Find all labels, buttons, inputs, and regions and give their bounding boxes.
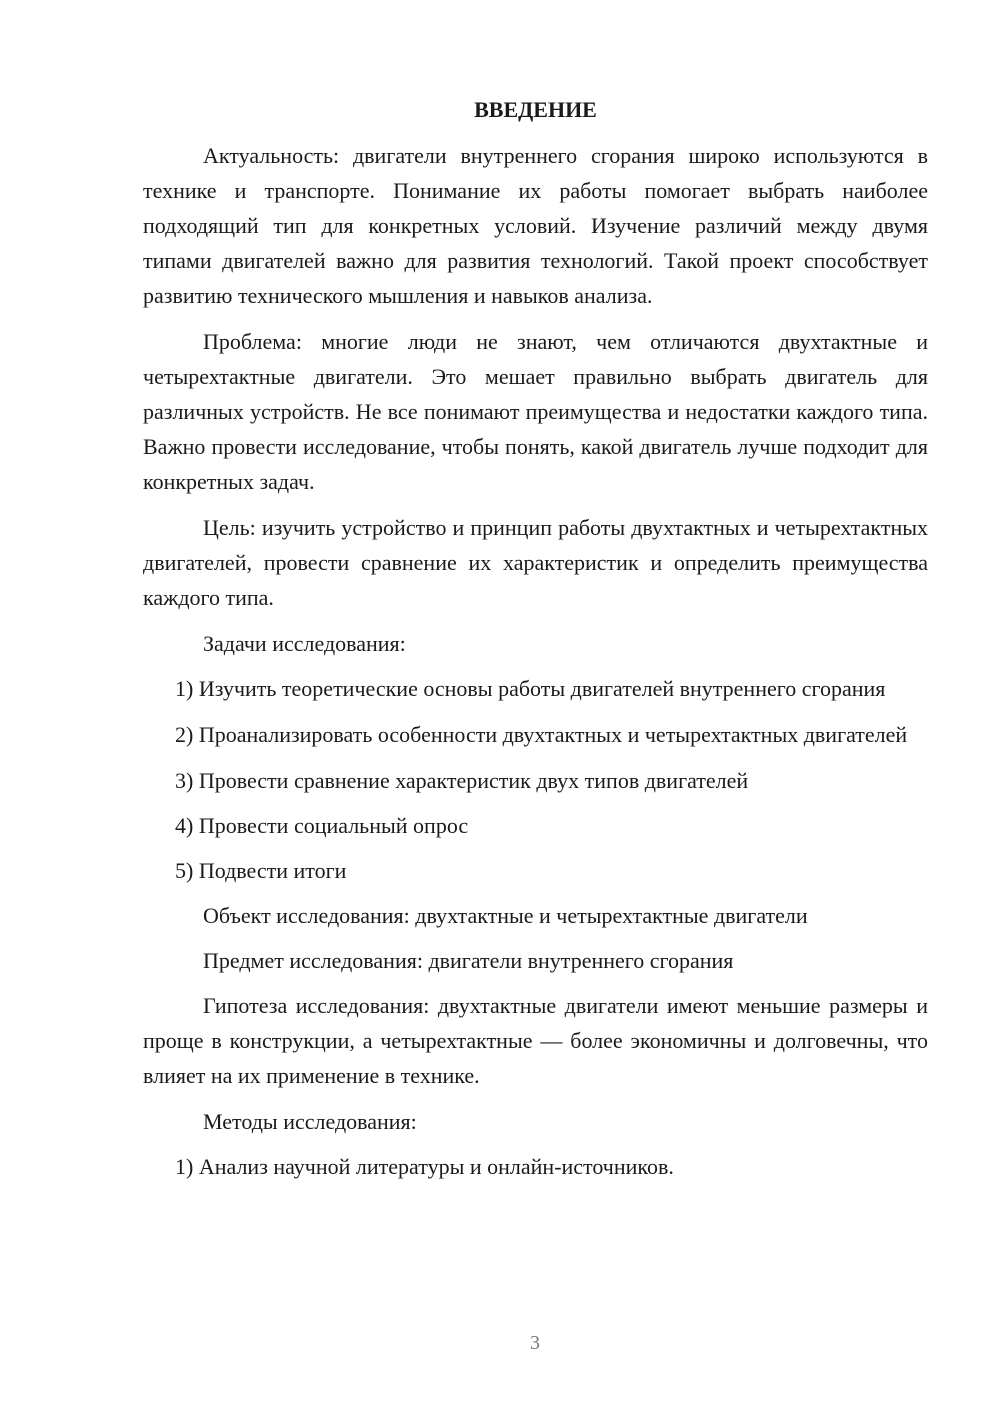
page-content <box>143 95 928 1194</box>
task-item-3: 3) Провести сравнение характеристик двух типов двигателей <box>175 768 749 793</box>
task-item-5: 5) Подвести итоги <box>175 858 347 883</box>
task-item-1: 1) Изучить теоретические основы работы двигателей внутреннего сгорания <box>175 676 886 701</box>
research-object: Объект исследования: двухтактные и четырехтактные двигатели <box>203 903 808 928</box>
task-item-2: 2) Проанализировать особенности двухтактных и четырехтактных двигателей <box>175 722 908 747</box>
problem-paragraph: Проблема: многие люди не знают, чем отличаются двухтактные и четырехтактные двигатели. Это мешает правильно выбрать двигатель для различных устройств. Не все понимают преимущества и недостатки каждого типа. Важно провести исследование, чтобы понять, какой двигатель лучше подходит для конкретных задач. <box>143 329 928 494</box>
page-title: ВВЕДЕНИЕ <box>474 97 597 122</box>
page-number: 3 <box>530 1332 540 1354</box>
hypothesis-paragraph: Гипотеза исследования: двухтактные двигатели имеют меньшие размеры и проще в конструкции, а четырехтактные — более экономичны и долговечны, что влияет на их применение в технике. <box>143 993 928 1088</box>
method-item-1: 1) Анализ научной литературы и онлайн-источников. <box>175 1154 674 1179</box>
task-item-4: 4) Провести социальный опрос <box>175 813 469 838</box>
research-subject: Предмет исследования: двигатели внутреннего сгорания <box>203 948 734 973</box>
methods-heading: Методы исследования: <box>203 1109 417 1134</box>
relevance-paragraph: Актуальность: двигатели внутреннего сгорания широко используются в технике и транспорте. Понимание их работы помогает выбрать наиболее подходящий тип для конкретных условий. Изучение различий между двумя типами двигателей важно для развития технологий. Такой проект способствует развитию технического мышления и навыков анализа. <box>143 143 928 308</box>
tasks-heading: Задачи исследования: <box>203 631 406 656</box>
goal-paragraph: Цель: изучить устройство и принцип работы двухтактных и четырехтактных двигателей, провести сравнение их характеристик и определить преимущества каждого типа. <box>143 515 928 610</box>
